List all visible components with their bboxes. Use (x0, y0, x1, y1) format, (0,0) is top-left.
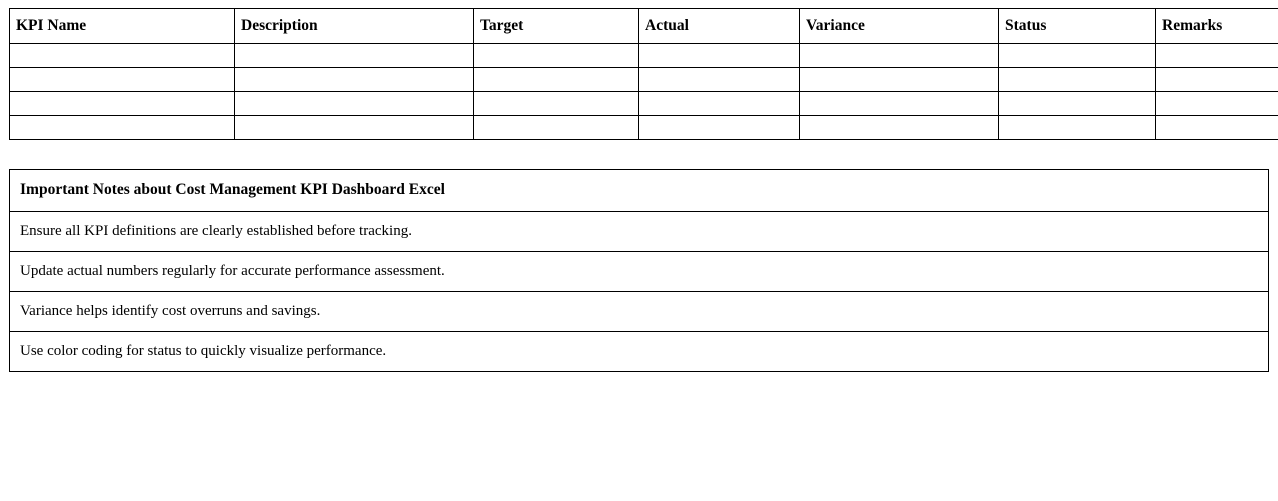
table-cell-remarks[interactable] (1156, 116, 1278, 140)
table-cell-target[interactable] (474, 44, 639, 68)
table-cell-remarks[interactable] (1156, 92, 1278, 116)
table-row (10, 68, 1278, 92)
list-item (10, 252, 1269, 292)
table-cell-description[interactable] (235, 116, 474, 140)
notes-title: Important Notes about Cost Management KPI Dashboard Excel (10, 170, 1269, 212)
column-header-remarks: Remarks (1156, 9, 1278, 44)
table-cell-remarks[interactable] (1156, 68, 1278, 92)
table-cell-description[interactable] (235, 68, 474, 92)
table-spacer (9, 140, 1269, 169)
table-cell-status[interactable] (999, 116, 1156, 140)
table-cell-status[interactable] (999, 44, 1156, 68)
note-text: Use color coding for status to quickly visualize performance. (10, 332, 1269, 372)
table-cell-status[interactable] (999, 68, 1156, 92)
table-cell-target[interactable] (474, 116, 639, 140)
note-text: Ensure all KPI definitions are clearly established before tracking. (10, 212, 1269, 252)
table-cell-kpi-name[interactable] (10, 92, 235, 116)
column-header-actual: Actual (639, 9, 800, 44)
table-cell-kpi-name[interactable] (10, 116, 235, 140)
table-cell-status[interactable] (999, 92, 1156, 116)
table-cell-actual[interactable] (639, 116, 800, 140)
column-header-target: Target (474, 9, 639, 44)
column-header-variance: Variance (800, 9, 999, 44)
note-text: Update actual numbers regularly for accurate performance assessment. (10, 252, 1269, 292)
table-cell-remarks[interactable] (1156, 44, 1278, 68)
table-cell-variance[interactable] (800, 116, 999, 140)
list-item (10, 332, 1269, 372)
table-cell-variance[interactable] (800, 68, 999, 92)
table-header-row (10, 9, 1278, 44)
list-item (10, 212, 1269, 252)
table-cell-description[interactable] (235, 92, 474, 116)
important-notes-body (10, 170, 1269, 372)
table-cell-actual[interactable] (639, 92, 800, 116)
table-row (10, 92, 1278, 116)
kpi-table-head (10, 9, 1278, 44)
table-cell-description[interactable] (235, 44, 474, 68)
table-cell-kpi-name[interactable] (10, 44, 235, 68)
table-row (10, 116, 1278, 140)
column-header-status: Status (999, 9, 1156, 44)
table-cell-target[interactable] (474, 68, 639, 92)
table-cell-kpi-name[interactable] (10, 68, 235, 92)
table-cell-target[interactable] (474, 92, 639, 116)
table-cell-actual[interactable] (639, 44, 800, 68)
important-notes-table (9, 169, 1269, 372)
column-header-description: Description (235, 9, 474, 44)
notes-title-row (10, 170, 1269, 212)
kpi-table (9, 8, 1278, 140)
column-header-kpi-name: KPI Name (10, 9, 235, 44)
table-cell-variance[interactable] (800, 44, 999, 68)
note-text: Variance helps identify cost overruns and savings. (10, 292, 1269, 332)
table-cell-actual[interactable] (639, 68, 800, 92)
list-item (10, 292, 1269, 332)
table-cell-variance[interactable] (800, 92, 999, 116)
table-row (10, 44, 1278, 68)
kpi-table-body (10, 44, 1278, 140)
